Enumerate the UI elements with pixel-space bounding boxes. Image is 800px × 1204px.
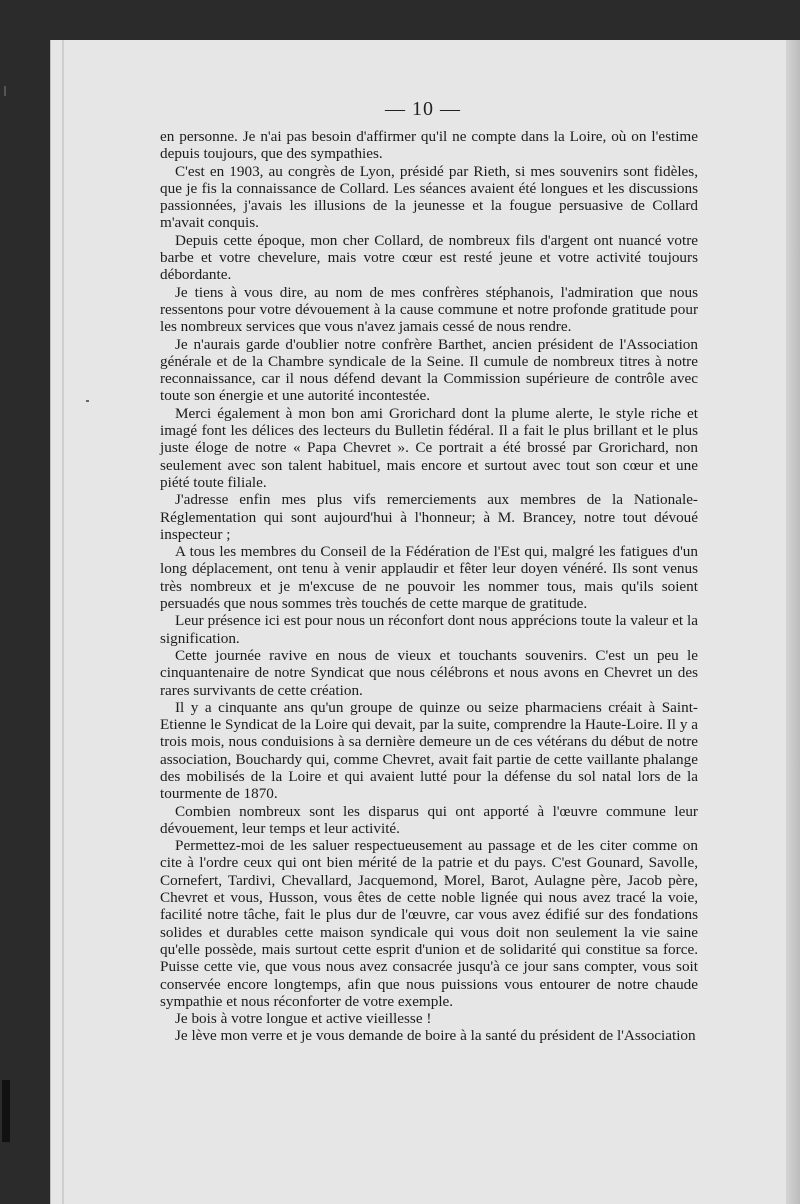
margin-speck: [86, 400, 89, 402]
paragraph: Il y a cinquante ans qu'un groupe de quinze ou seize pharmaciens créait à Saint-Etienne le Syndicat de la Loire qui devait, par la suite, comprendre la Haute-Loire. Il y a trois mois, nous conduisions à sa dernière demeure un de ces vétérans du début de notre association, Bouchardy qui, comme Chevret, avait fait partie de cette vaillante phalange des mobilisés de la Loire et qui avaient lutté pour la défense du sol natal lors de la tourmente de 1870.: [160, 698, 698, 803]
paragraph: Leur présence ici est pour nous un réconfort dont nous apprécions toute la valeur et la signification.: [160, 612, 698, 647]
paragraph: Je lève mon verre et je vous demande de boire à la santé du président de l'Association: [175, 1027, 696, 1045]
paragraph: C'est en 1903, au congrès de Lyon, présidé par Rieth, si mes souvenirs sont fidèles, que je fis la connaissance de Collard. Les séances avaient été longues et les discussions passionnées, j'avais les illusions de la jeunesse et la fougue persuasive de Collard m'avait conquis.: [160, 162, 698, 232]
body-text: [160, 128, 698, 1045]
page-number: — 10 —: [385, 98, 461, 120]
next-page-edge: [786, 40, 800, 1204]
paragraph: A tous les membres du Conseil de la Fédération de l'Est qui, malgré les fatigues d'un long déplacement, ont tenu à venir applaudir et fêter leur doyen vénéré. Ils sont venus très nombreux et je m'excuse de ne pouvoir les nommer tous, mais qu'ils soient persuadés que nous sommes très touchés de cette marque de gratitude.: [160, 543, 698, 613]
paragraph: Merci également à mon bon ami Grorichard dont la plume alerte, le style riche et imagé font les délices des lecteurs du Bulletin fédéral. Il a fait le plus brillant et le plus juste éloge de notre « Papa Chevret ». Ce portrait a été brossé par Grorichard, non seulement avec son talent habituel, mais encore et surtout avec tout son cœur et une piété toute filiale.: [160, 404, 698, 491]
paragraph: J'adresse enfin mes plus vifs remerciements aux membres de la Nationale-Réglementation qui sont aujourd'hui à l'honneur; à M. Brancey, notre tout dévoué inspecteur ;: [160, 491, 698, 543]
paragraph: Je bois à votre longue et active vieillesse !: [175, 1010, 432, 1028]
binding-mark: [2, 1080, 10, 1142]
paragraph: Je tiens à vous dire, au nom de mes confrères stéphanois, l'admiration que nous ressentons pour votre dévouement à la cause commune et notre profonde gratitude pour les nombreux services que vous n'avez jamais cessé de nous rendre.: [160, 283, 698, 336]
paragraph: Cette journée ravive en nous de vieux et touchants souvenirs. C'est un peu le cinquantenaire de notre Syndicat que nous célébrons et nous avons en Chevret un des rares survivants de cette création.: [160, 646, 698, 699]
paragraph: Je n'aurais garde d'oublier notre confrère Barthet, ancien président de l'Association générale et de la Chambre syndicale de la Seine. Il cumule de nombreux titres à notre reconnaissance, car il nous défend devant la Commission supérieure de contrôle avec toute son énergie et une autorité incontestée.: [160, 335, 698, 405]
binding-tick: [4, 86, 6, 96]
paragraph: Combien nombreux sont les disparus qui ont apporté à l'œuvre commune leur dévouement, leur temps et leur activité.: [160, 802, 698, 837]
paragraph: Permettez-moi de les saluer respectueusement au passage et de les citer comme on cite à l'ordre ceux qui ont bien mérité de la patrie et du pays. C'est Gounard, Savolle, Cornefert, Tardivi, Chevallard, Jacquemond, Morel, Barot, Aulagne père, Jacob père, Chevret et vous, Husson, vous êtes de cette noble lignée qui nous avez tracé la voie, facilité notre tâche, fait le plus dur de l'œuvre, car vous avez édifié sur des fondations solides et durables cette maison syndicale qui vous doit non seulement la vie saine qu'elle possède, mais surtout cette esprit d'union et de solidarité qui constitue sa force. Puisse cette vie, que vous nous avez consacrée jusqu'à ce jour sans compter, vous soit conservée encore longtemps, afin que nous puissions vous entourer de notre chaude sympathie et nous réconforter de votre exemple.: [160, 837, 698, 1010]
paragraph: en personne. Je n'ai pas besoin d'affirmer qu'il ne compte dans la Loire, où on l'estime depuis toujours, que des sympathies.: [160, 128, 698, 163]
paragraph: Depuis cette époque, mon cher Collard, de nombreux fils d'argent ont nuancé votre barbe et votre chevelure, mais votre cœur est resté jeune et votre activité toujours débordante.: [160, 231, 698, 284]
page-edge-shadow: [62, 40, 64, 1204]
